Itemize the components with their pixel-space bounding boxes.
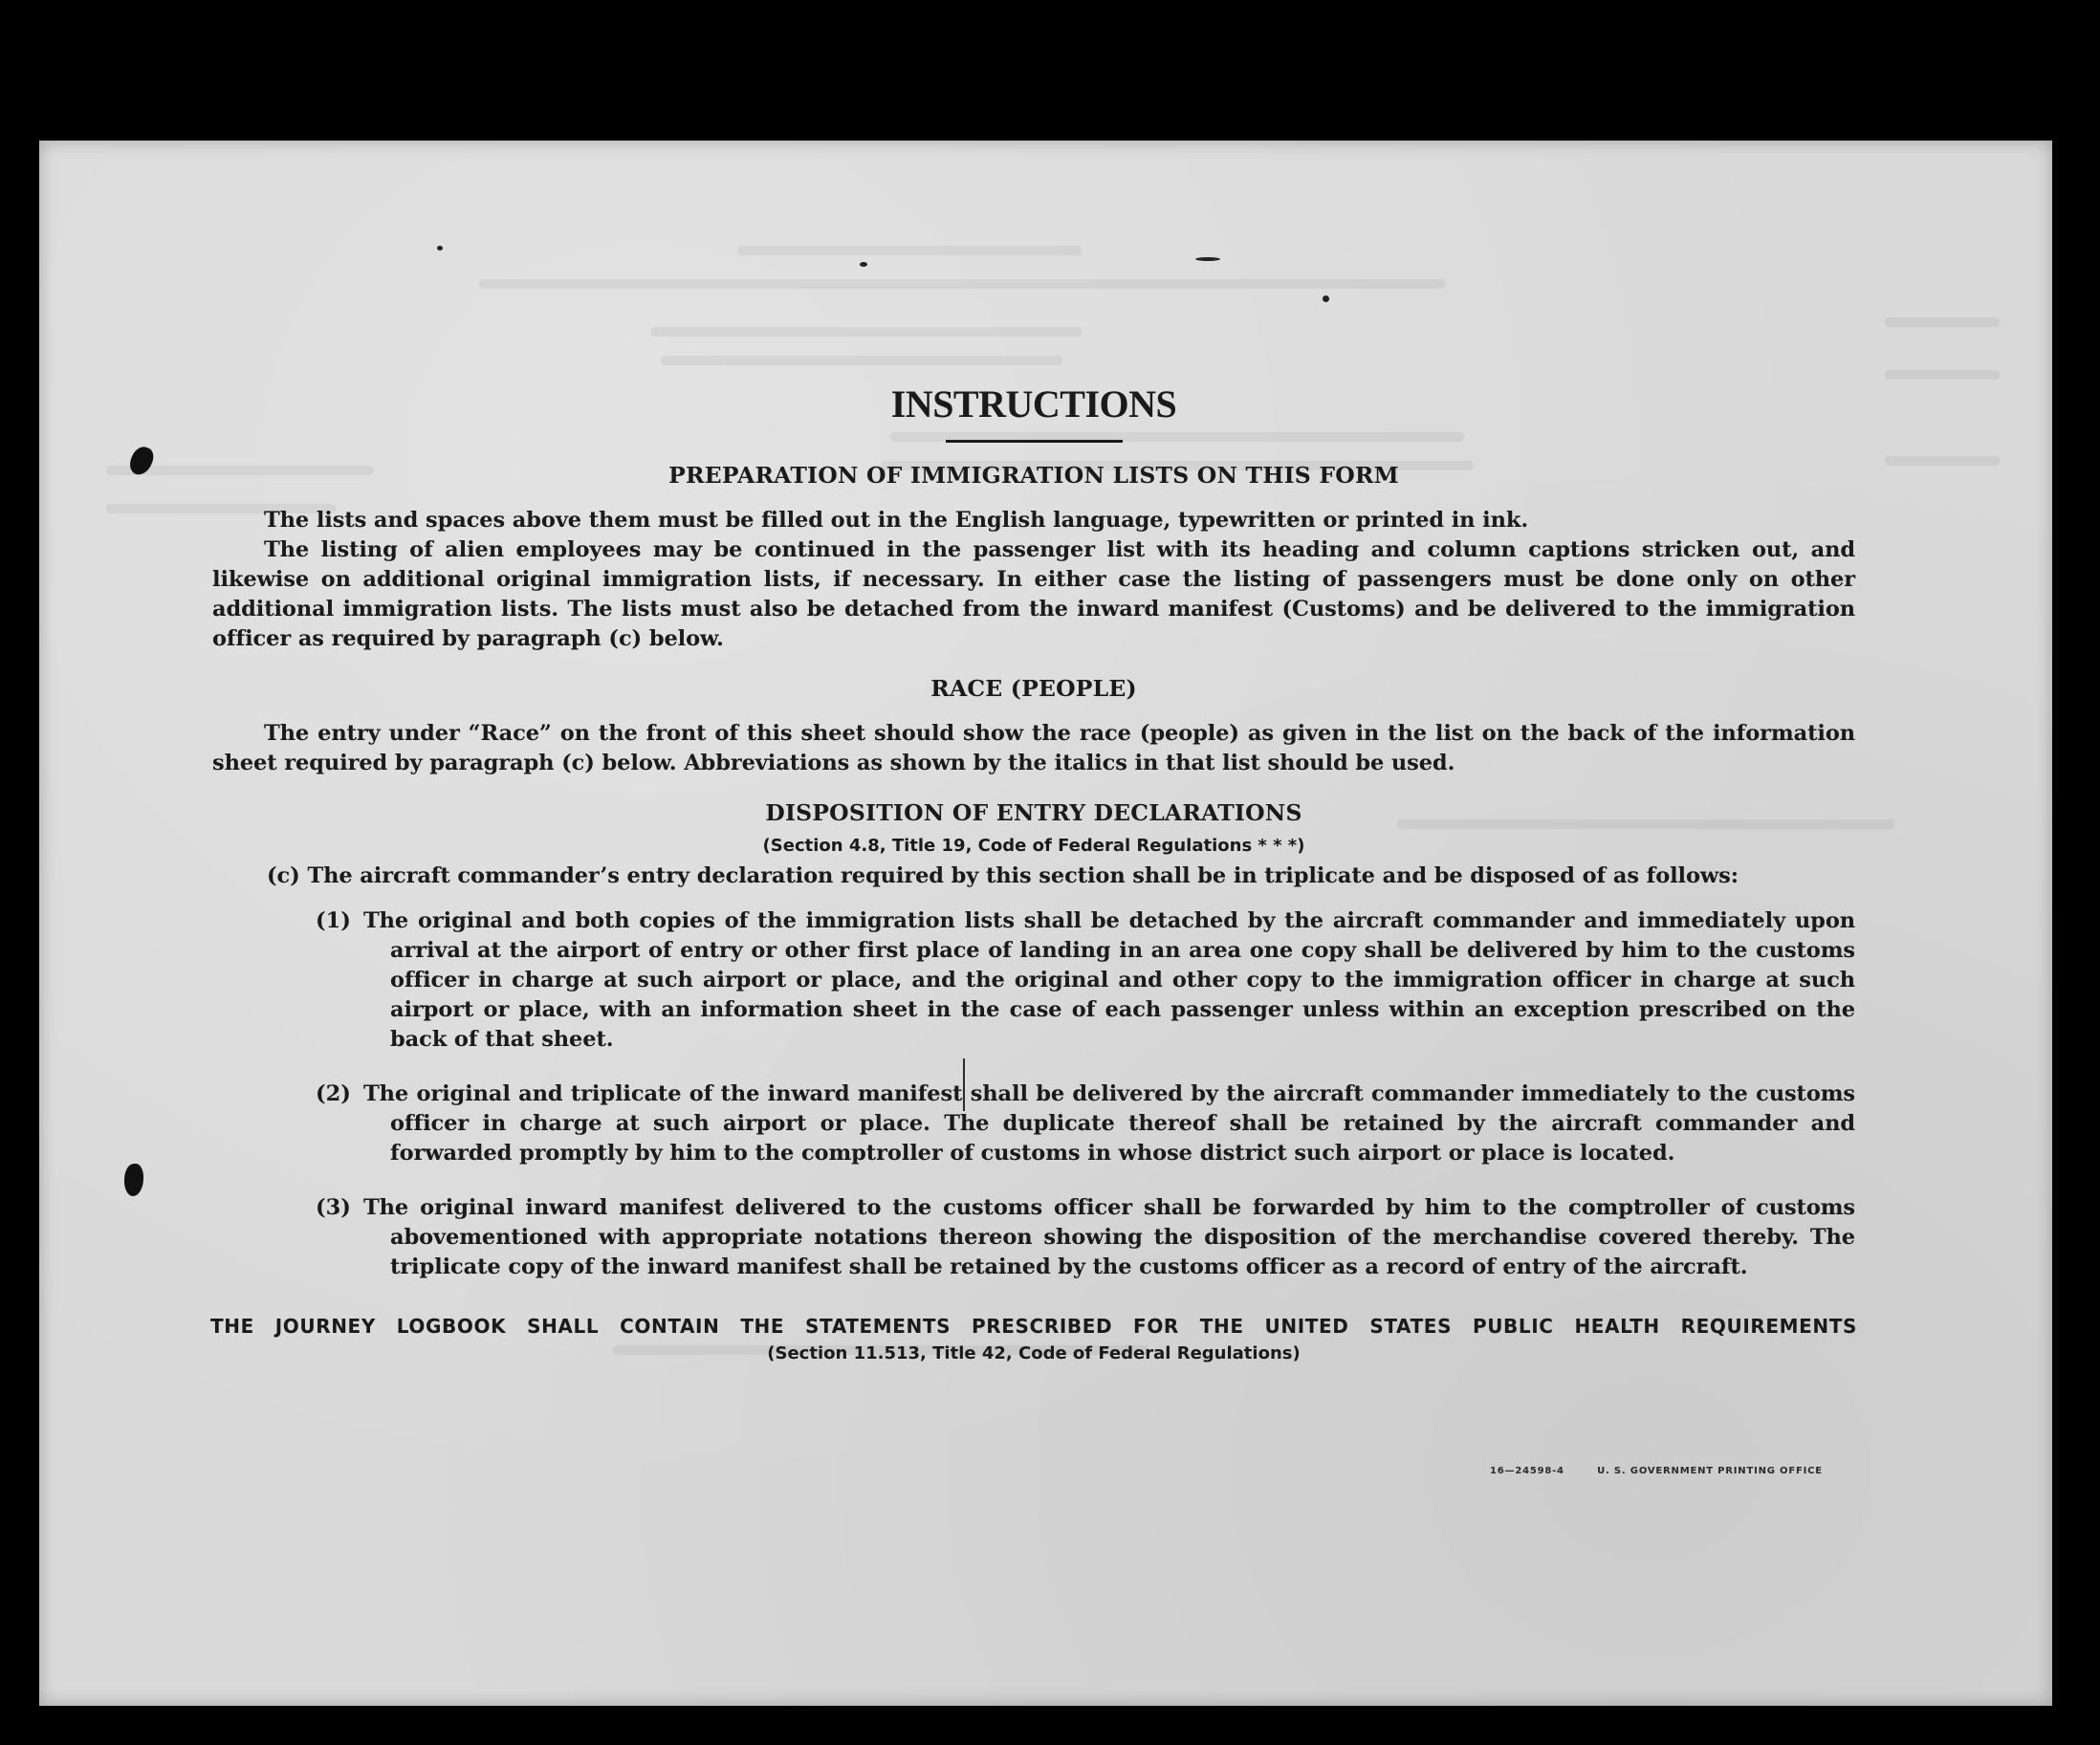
list-item-1 [316, 906, 1855, 1055]
printer-name: U. S. GOVERNMENT PRINTING OFFICE [1597, 1466, 1823, 1476]
speck [860, 262, 867, 267]
disposition-citation: (Section 4.8, Title 19, Code of Federal Regulations * * *) [762, 836, 1305, 856]
speck [437, 246, 443, 251]
item-text: The original inward manifest delivered to the customs officer shall be forwarded by him to the comptroller of customs abovementioned with appropriate notations thereon showing the disposition of the merchandise covered thereby. The triplicate copy of the inward manifest shall be retained by the customs officer as a record of entry of the aircraft. [363, 1195, 1855, 1279]
instructions-body [212, 382, 1855, 1363]
item-number: (2) [316, 1081, 351, 1106]
ink-blot-upper [127, 444, 157, 478]
document-sheet [39, 141, 2052, 1706]
ink-blot-lower [124, 1164, 143, 1196]
item-text: The original and triplicate of the inward manifest shall be delivered by the aircraft commander immediately to the customs officer in charge at such airport or place. The duplicate thereof shall be retained by the aircraft commander and forwarded promptly by him to the comptroller of customs in whose district such airport or place is located. [363, 1081, 1855, 1166]
speck [1323, 295, 1329, 302]
preparation-paragraph-2: The listing of alien employees may be continued in the passenger list with its heading and column captions stricken out, and likewise on additional original immigration lists, if necessary. In either case the listing of passengers must be done only on other additional immigration lists. The lists must also be detached from the inward manifest (Customs) and be delivered to the immigration officer as required by paragraph (c) below. [212, 537, 1855, 651]
disposition-heading: DISPOSITION OF ENTRY DECLARATIONS [765, 799, 1302, 826]
clause-c-text: The aircraft commander’s entry declaration required by this section shall be in triplicate and be disposed of as follows: [307, 863, 1739, 888]
preparation-paragraph-1: The lists and spaces above them must be filled out in the English language, typewritten or printed in ink. [264, 508, 1529, 533]
title-underline [946, 440, 1123, 443]
clause-c-label: (c) [267, 863, 300, 888]
list-item-2 [316, 1080, 1855, 1168]
preparation-heading: PREPARATION OF IMMIGRATION LISTS ON THIS FORM [668, 462, 1399, 489]
clause-c [267, 862, 1855, 891]
speck [1195, 257, 1220, 261]
list-item-3 [316, 1193, 1855, 1282]
page-title: INSTRUCTIONS [890, 382, 1177, 425]
health-requirements-statement: THE JOURNEY LOGBOOK SHALL CONTAIN THE STATEMENTS PRESCRIBED FOR THE UNITED STATES PUBLIC HEALTH REQUIREMENTS [210, 1315, 1857, 1338]
race-paragraph: The entry under “Race” on the front of this sheet should show the race (people) as given in the list on the back of the information sheet required by paragraph (c) below. Abbreviations as shown by the italics in that list should be used. [212, 721, 1855, 775]
printer-imprint [1490, 1466, 1823, 1476]
item-number: (1) [316, 908, 351, 933]
item-number: (3) [316, 1195, 351, 1220]
item-text: The original and both copies of the immigration lists shall be detached by the aircraft commander and immediately upon arrival at the airport of entry or other first place of landing in an area one copy shall be delivered by him to the customs officer in charge at such airport or place, and the original and other copy to the immigration officer in charge at such airport or place, with an information sheet in the case of each passenger unless within an exception prescribed on the back of that sheet. [363, 908, 1855, 1052]
race-heading: RACE (PEOPLE) [930, 675, 1137, 702]
health-requirements-citation: (Section 11.513, Title 42, Code of Federal Regulations) [767, 1343, 1301, 1363]
form-code: 16—24598-4 [1490, 1466, 1564, 1476]
